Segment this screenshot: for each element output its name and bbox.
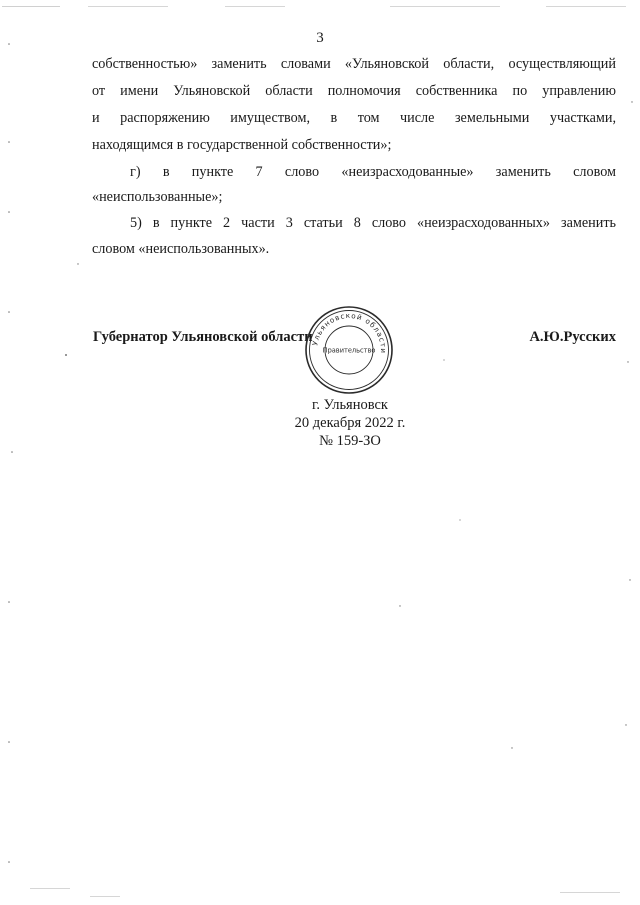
- signature-name: А.Ю.Русских: [529, 329, 616, 345]
- body-line-7: 5) в пункте 2 части 3 статьи 8 слово «неизрасходованных» заменить: [130, 215, 616, 231]
- footer-date: 20 декабря 2022 г.: [294, 415, 406, 431]
- page-number: 3: [316, 30, 324, 46]
- footer-number: № 159-ЗО: [319, 433, 381, 449]
- seal-ring-text: Ульяновской области: [310, 310, 389, 355]
- official-seal: [303, 304, 395, 396]
- body-line-8: словом «неиспользованных».: [92, 241, 270, 257]
- body-line-5: г) в пункте 7 слово «неизрасходованные» заменить словом: [130, 164, 616, 180]
- body-line-3: и распоряжению имуществом, в том числе земельными участками,: [92, 110, 616, 126]
- body-line-1: собственностью» заменить словами «Ульяновской области, осуществляющий: [92, 56, 616, 72]
- body-line-4: находящимся в государственной собственности»;: [92, 137, 392, 153]
- footer-city: г. Ульяновск: [312, 397, 388, 413]
- body-line-2: от имени Ульяновской области полномочия собственника по управлению: [92, 83, 616, 99]
- body-line-6: «неиспользованные»;: [92, 189, 223, 205]
- footer-block: [0, 396, 640, 450]
- signature-title: Губернатор Ульяновской области: [93, 329, 313, 345]
- seal-center-text: Правительство: [322, 346, 376, 355]
